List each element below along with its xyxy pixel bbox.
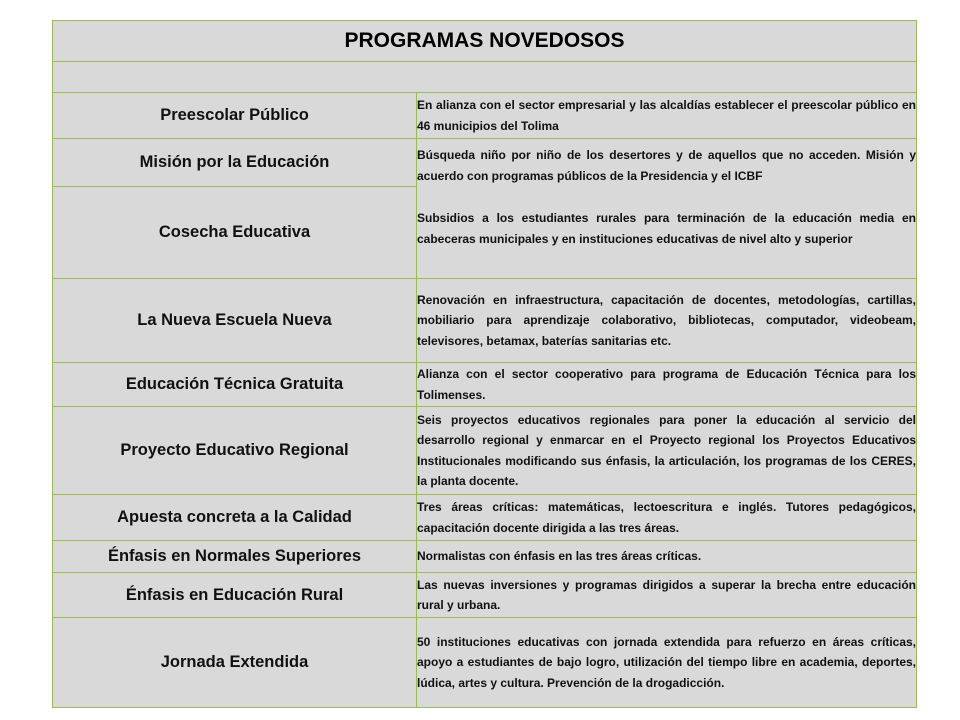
- table-row: [53, 93, 917, 139]
- program-name: Educación Técnica Gratuita: [53, 363, 417, 407]
- table-row: [53, 495, 917, 541]
- program-description: Tres áreas críticas: matemáticas, lectoescritura e inglés. Tutores pedagógicos, capacitación docente dirigida a las tres áreas.: [417, 495, 917, 541]
- spacer-row: [53, 62, 917, 93]
- table-row: [53, 363, 917, 407]
- program-description: Subsidios a los estudiantes rurales para terminación de la educación media en cabeceras municipales y en instituciones educativas de nivel alto y superior: [417, 211, 917, 246]
- programs-table: [52, 20, 917, 708]
- table-row: [53, 618, 917, 708]
- program-name: Énfasis en Educación Rural: [53, 573, 417, 618]
- program-name: Jornada Extendida: [53, 618, 417, 708]
- program-description: Normalistas con énfasis en las tres áreas críticas.: [417, 541, 917, 573]
- program-description: Búsqueda niño por niño de los desertores y de aquellos que no acceden. Misión y acuerdo con programas públicos de la Presidencia y el ICBF: [417, 148, 917, 183]
- title-row: [53, 21, 917, 62]
- program-name: Apuesta concreta a la Calidad: [53, 495, 417, 541]
- program-description: Alianza con el sector cooperativo para programa de Educación Técnica para los Tolimenses.: [417, 363, 917, 407]
- program-description-merged: [417, 139, 917, 279]
- program-description: Seis proyectos educativos regionales para poner la educación al servicio del desarrollo regional y enmarcar en el Proyecto regional los Proyectos Educativos Institucionales modificando sus énfasis, la articulación, los programas de los CERES, la planta docente.: [417, 407, 917, 495]
- empty-cell: [53, 62, 917, 93]
- table-row: [53, 541, 917, 573]
- table-row: [53, 573, 917, 618]
- program-name: Cosecha Educativa: [53, 187, 417, 279]
- table-row: [53, 279, 917, 363]
- program-name: Proyecto Educativo Regional: [53, 407, 417, 495]
- program-description: 50 instituciones educativas con jornada extendida para refuerzo en áreas críticas, apoyo a estudiantes de bajo logro, utilización del tiempo libre en academia, deportes, lúdica, artes y cultura. Prevención de la drogadicción.: [417, 618, 917, 708]
- table-row: [53, 139, 917, 187]
- program-description: En alianza con el sector empresarial y las alcaldías establecer el preescolar público en 46 municipios del Tolima: [417, 93, 917, 139]
- program-description: Renovación en infraestructura, capacitación de docentes, metodologías, cartillas, mobiliario para aprendizaje colaborativo, bibliotecas, computador, videobeam, televisores, betamax, baterías sanitarias etc.: [417, 279, 917, 363]
- table-row: [53, 407, 917, 495]
- program-description: Las nuevas inversiones y programas dirigidos a superar la brecha entre educación rural y urbana.: [417, 573, 917, 618]
- table-title: PROGRAMAS NOVEDOSOS: [53, 21, 917, 62]
- program-name: La Nueva Escuela Nueva: [53, 279, 417, 363]
- program-name: Misión por la Educación: [53, 139, 417, 187]
- program-name: Preescolar Público: [53, 93, 417, 139]
- program-name: Énfasis en Normales Superiores: [53, 541, 417, 573]
